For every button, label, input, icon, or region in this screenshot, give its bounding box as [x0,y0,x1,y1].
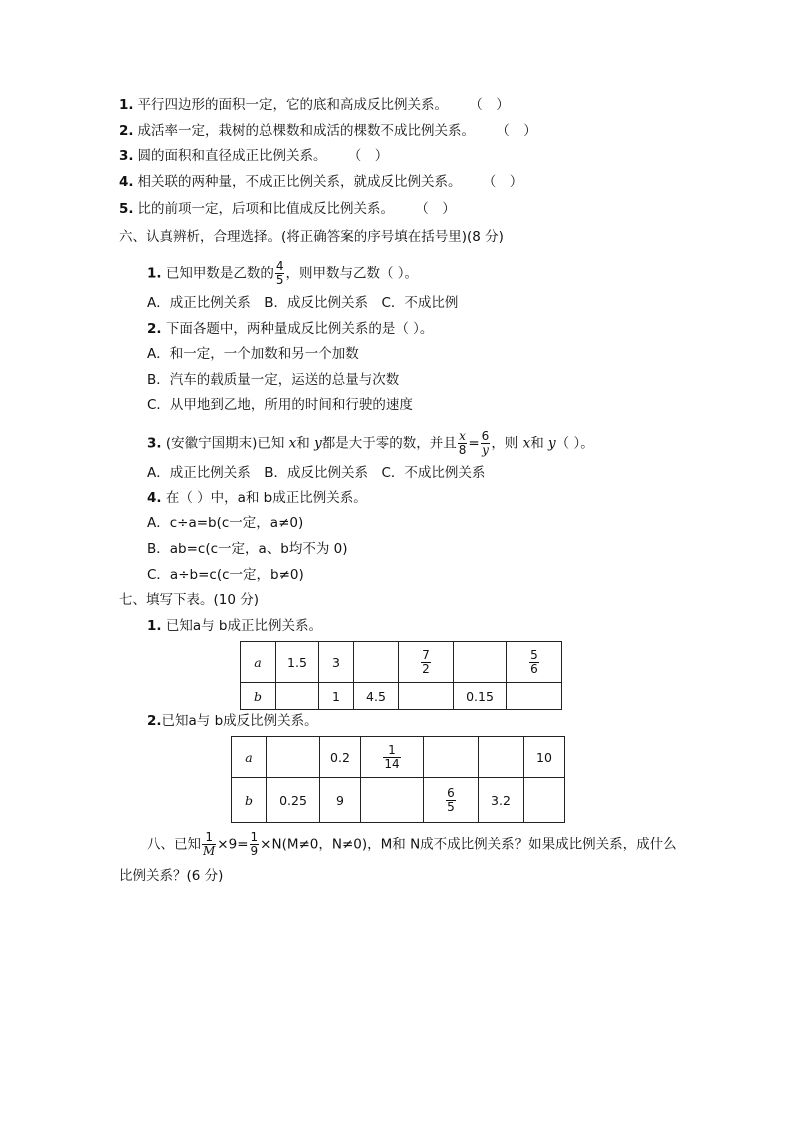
section-eight-question: 八、已知 $\frac{1}{M}$ ×9= $\frac{1}{9}$ ×N(M≠0，N≠0)，M和 N成不成比例关系？如果成比例关系，成什么 [147,830,677,858]
item-text: 成活率一定，栽树的总棵数和成活的棵数不成比例关系。 [137,123,476,139]
row-label: b [232,778,267,823]
sec6-q1 [147,260,418,287]
fraction: $\frac{1}{M}$ [203,830,216,858]
item-text: 比的前项一定，后项和比值成反比例关系。 [137,201,395,217]
table-cell-blank[interactable] [424,737,479,778]
table-row [232,778,565,823]
sec6-q4-option-a: A．c÷a=b(c一定，a≠0) [147,515,304,531]
section-seven-title: 七、填写下表。(10 分) [119,592,260,608]
section-six-title: 六、认真辨析，合理选择。(将正确答案的序号填在括号里)(8 分) [119,229,504,245]
judge-item [119,122,537,140]
q-text: 已知甲数是乙数的 [165,265,274,282]
table-cell-blank[interactable] [507,683,562,710]
fraction: $\frac{6}{5}$ [447,785,455,814]
item-number: 5. [119,201,134,217]
table-cell: 3 [319,642,354,683]
table-cell-fraction [507,642,562,683]
table-cell-blank[interactable] [454,642,507,683]
sec6-q2-option-a: A．和一定，一个加数和另一个加数 [147,346,359,362]
proportion-table-2 [231,736,565,823]
table-cell: 1 [319,683,354,710]
row-label: a [232,737,267,778]
judge-item [119,200,456,218]
table-cell-blank[interactable] [267,737,320,778]
table-cell-fraction [361,737,424,778]
table-row [241,642,562,683]
fraction: $\frac{x}{8}$ [458,429,467,457]
table-row [232,737,565,778]
sec6-q2-option-c: C．从甲地到乙地，所用的时间和行驶的速度 [147,397,413,413]
table-cell-blank[interactable] [399,683,454,710]
q-text: ，则甲数与乙数（ ）。 [285,265,419,282]
answer-parentheses[interactable]: （ ） [489,174,524,190]
answer-parentheses[interactable]: （ ） [422,201,456,217]
table-cell-fraction [399,642,454,683]
fraction: $\frac{6}{y}$ [481,429,490,457]
sec6-q4: 4. 在（ ）中，a和 b成正比例关系。 [147,490,367,506]
table-cell: 0.2 [320,737,361,778]
sec6-q4-option-b: B．ab=c(c一定，a、b均不为 0) [147,541,348,557]
table-cell-blank[interactable] [276,683,319,710]
table-row [241,683,562,710]
judge-item [119,147,388,165]
sec6-q2: 2. 下面各题中，两种量成反比例关系的是（ ）。 [147,321,434,337]
item-number: 2. [119,123,134,139]
table-cell: 0.25 [267,778,320,823]
table-cell: 0.15 [454,683,507,710]
section-eight-line2: 比例关系？(6 分) [119,868,224,884]
answer-parentheses[interactable]: （ ） [476,97,510,113]
item-number: 4. [119,174,134,190]
fraction: $\frac{5}{6}$ [530,647,538,676]
sec6-q3: 3. (安徽宁国期末)已知 x和 y都是大于零的数，并且 $\frac{x}{8}$ = $\frac{6}{y}$ ，则 x和 y（ ）。 [147,429,594,457]
item-number: 1. [119,97,134,113]
table-cell-blank[interactable] [479,737,524,778]
item-text: 平行四边形的面积一定，它的底和高成反比例关系。 [137,97,449,113]
judge-item [119,96,510,114]
fraction: $\frac{7}{2}$ [422,647,430,676]
table-cell: 10 [524,737,565,778]
proportion-table-1 [240,641,562,710]
sec6-q2-option-b: B．汽车的载质量一定，运送的总量与次数 [147,372,400,388]
fraction: $\frac{1}{14}$ [384,742,400,771]
table-cell: 4.5 [354,683,399,710]
table2-caption: 2.已知a与 b成反比例关系。 [147,713,318,729]
table-cell: 1.5 [276,642,319,683]
item-text: 圆的面积和直径成正比例关系。 [137,148,327,164]
fraction: $\frac{1}{9}$ [250,830,259,858]
table-cell: 3.2 [479,778,524,823]
row-label: a [241,642,276,683]
answer-parentheses[interactable]: （ ） [354,148,389,164]
answer-parentheses[interactable]: （ ） [503,123,537,139]
table-cell-blank[interactable] [354,642,399,683]
judge-item [119,173,523,191]
sec6-q1-options: A．成正比例关系 B．成反比例关系 C．不成比例 [147,295,459,311]
table-cell-blank[interactable] [361,778,424,823]
table1-caption: 1. 已知a与 b成正比例关系。 [147,618,322,634]
item-number: 3. [119,148,134,164]
sec6-q4-option-c: C．a÷b=c(c一定，b≠0) [147,567,304,583]
sec6-q3-options: A．成正比例关系 B．成反比例关系 C．不成比例关系 [147,465,486,481]
row-label: b [241,683,276,710]
item-text: 相关联的两种量，不成正比例关系，就成反比例关系。 [137,174,462,190]
table-cell: 9 [320,778,361,823]
q-number: 1. [147,265,162,282]
table-cell-blank[interactable] [524,778,565,823]
fraction: $\frac{4}{5}$ [275,259,284,287]
table-cell-fraction [424,778,479,823]
